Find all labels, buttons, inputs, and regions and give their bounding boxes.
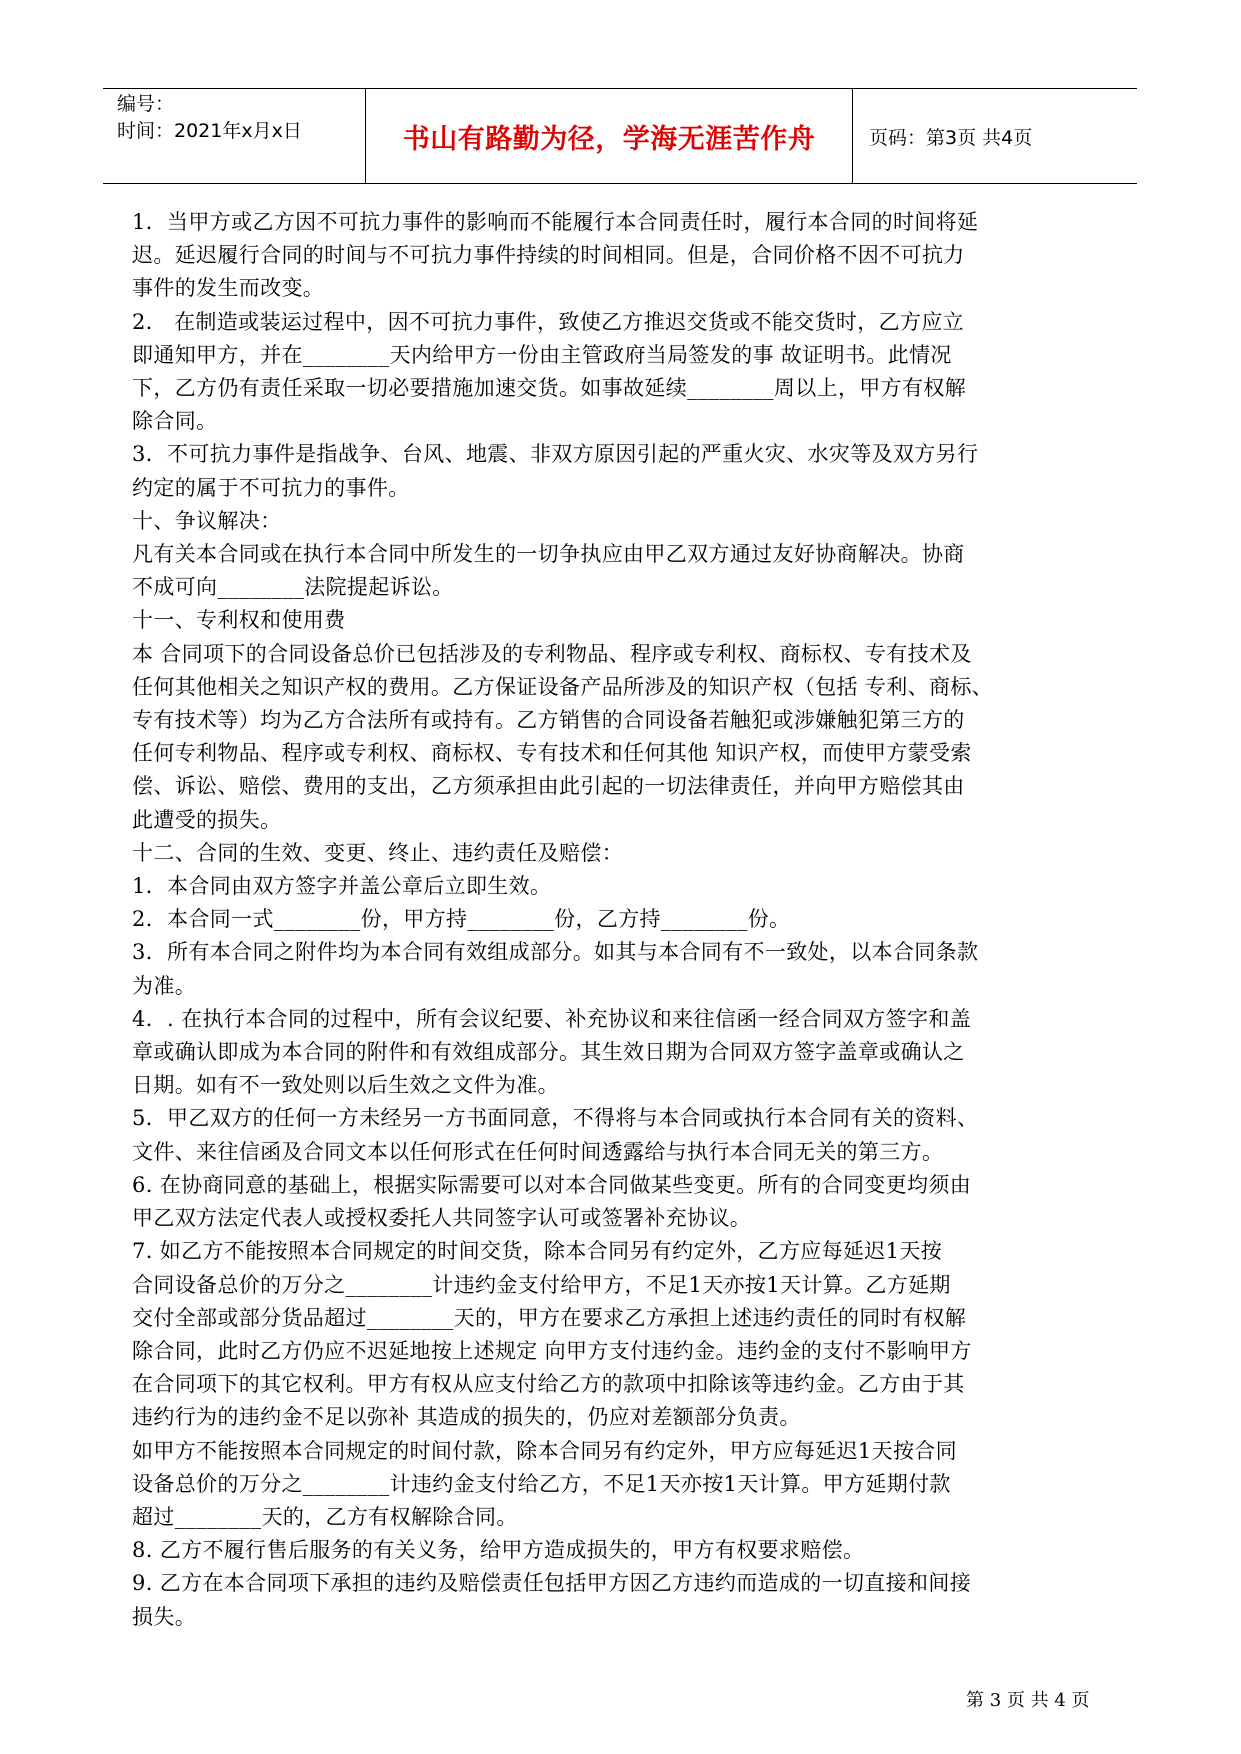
body-text-line: 不成可向________法院提起诉讼。 <box>132 575 454 600</box>
document-body <box>132 206 1110 1634</box>
body-text-line: 即通知甲方，并在________天内给甲方一份由主管政府当局签发的事 故证明书。此情况 <box>132 342 952 367</box>
document-number-label: 编号： <box>117 93 175 115</box>
body-text-line: 为准。 <box>132 973 197 998</box>
body-text-line: 3．所有本合同之附件均为本合同有效组成部分。如其与本合同有不一致处，以本合同条款 <box>132 940 979 965</box>
body-text-line: 6. 在协商同意的基础上，根据实际需要可以对本合同做某些变更。所有的合同变更均须由 <box>132 1172 972 1197</box>
body-text-line: 此遭受的损失。 <box>132 807 282 832</box>
header-page-number: 页码：第3页 共4页 <box>869 126 1033 149</box>
body-text-line: 8. 乙方不履行售后服务的有关义务，给甲方造成损失的，甲方有权要求赔偿。 <box>132 1538 865 1563</box>
header-motto-cell <box>366 89 853 183</box>
body-text-line: 迟。延迟履行合同的时间与不可抗力事件持续的时间相同。但是，合同价格不因不可抗力 <box>132 243 965 268</box>
body-text-line: 任何其他相关之知识产权的费用。乙方保证设备产品所涉及的知识产权（包括 专利、商标、 <box>132 674 994 699</box>
body-text-line: 凡有关本合同或在执行本合同中所发生的一切争执应由甲乙双方通过友好协商解决。协商 <box>132 542 965 567</box>
body-text-line: 文件、来往信函及合同文本以任何形式在任何时间透露给与执行本合同无关的第三方。 <box>132 1139 944 1164</box>
body-text-line: 专有技术等）均为乙方合法所有或持有。乙方销售的合同设备若触犯或涉嫌触犯第三方的 <box>132 708 965 733</box>
body-text-line: 超过________天的，乙方有权解除合同。 <box>132 1504 518 1529</box>
body-text-line: 日期。如有不一致处则以后生效之文件为准。 <box>132 1073 559 1098</box>
body-text-line: 在合同项下的其它权利。甲方有权从应支付给乙方的款项中扣除该等违约金。乙方由于其 <box>132 1372 965 1397</box>
body-text-line: 除合同，此时乙方仍应不迟延地按上述规定 向甲方支付违约金。违约金的支付不影响甲方 <box>132 1338 972 1363</box>
page-footer: 第 3 页 共 4 页 <box>966 1690 1090 1711</box>
body-text-line: 十一、专利权和使用费 <box>132 608 346 633</box>
body-text-line: 7. 如乙方不能按照本合同规定的时间交货，除本合同另有约定外，乙方应每延迟1天按 <box>132 1239 943 1264</box>
body-text-line: 甲乙双方法定代表人或授权委托人共同签字认可或签署补充协议。 <box>132 1206 752 1231</box>
header-motto: 书山有路勤为径，学海无涯苦作舟 <box>402 123 816 155</box>
document-time-label: 时间：2021年x月x日 <box>117 120 302 142</box>
body-text-line: 十二、合同的生效、变更、终止、违约责任及赔偿： <box>132 840 624 865</box>
body-text-line: 约定的属于不可抗力的事件。 <box>132 475 410 500</box>
body-text-line: 9. 乙方在本合同项下承担的违约及赔偿责任包括甲方因乙方违约而造成的一切直接和间接 <box>132 1571 972 1596</box>
body-text-line: 下，乙方仍有责任采取一切必要措施加速交货。如事故延续________周以上，甲方有权解 <box>132 376 967 401</box>
header-page-cell <box>853 89 1137 183</box>
body-text-line: 4．. 在执行本合同的过程中，所有会议纪要、补充协议和来往信函一经合同双方签字和盖 <box>132 1006 972 1031</box>
body-text-line: 章或确认即成为本合同的附件和有效组成部分。其生效日期为合同双方签字盖章或确认之 <box>132 1040 965 1065</box>
body-text-line: 损失。 <box>132 1604 197 1629</box>
body-text-line: 事件的发生而改变。 <box>132 276 325 301</box>
body-text-line: 除合同。 <box>132 409 218 434</box>
body-text-line: 十、争议解决： <box>132 508 282 533</box>
body-text-line: 2．本合同一式________份，甲方持________份，乙方持________份。 <box>132 907 791 932</box>
body-text-line: 偿、诉讼、赔偿、费用的支出，乙方须承担由此引起的一切法律责任，并向甲方赔偿其由 <box>132 774 965 799</box>
body-text-line: 1．当甲方或乙方因不可抗力事件的影响而不能履行本合同责任时，履行本合同的时间将延 <box>132 210 979 234</box>
body-text-line: 如甲方不能按照本合同规定的时间付款，除本合同另有约定外，甲方应每延迟1天按合同 <box>132 1438 958 1463</box>
body-text-line: 任何专利物品、程序或专利权、商标权、专有技术和任何其他 知识产权，而使甲方蒙受索 <box>132 741 972 766</box>
page-header <box>103 88 1137 184</box>
body-text-line: 合同设备总价的万分之________计违约金支付给甲方，不足1天亦按1天计算。乙方延期 <box>132 1272 951 1297</box>
body-text-line: 1．本合同由双方签字并盖公章后立即生效。 <box>132 874 552 899</box>
header-meta-cell <box>103 89 366 183</box>
body-text-line: 交付全部或部分货品超过________天的，甲方在要求乙方承担上述违约责任的同时有权解 <box>132 1305 967 1330</box>
body-text-line: 违约行为的违约金不足以弥补 其造成的损失的，仍应对差额部分负责。 <box>132 1405 801 1430</box>
body-text-line: 2． 在制造或装运过程中，因不可抗力事件，致使乙方推迟交货或不能交货时，乙方应立 <box>132 309 965 334</box>
body-text-line: 3．不可抗力事件是指战争、台风、地震、非双方原因引起的严重火灾、水灾等及双方另行 <box>132 442 979 467</box>
body-text-line: 本 合同项下的合同设备总价已包括涉及的专利物品、程序或专利权、商标权、专有技术及 <box>132 641 972 666</box>
body-text-line: 设备总价的万分之________计违约金支付给乙方，不足1天亦按1天计算。甲方延期付款 <box>132 1471 951 1496</box>
body-text-line: 5．甲乙双方的任何一方未经另一方书面同意，不得将与本合同或执行本合同有关的资料、 <box>132 1106 979 1131</box>
